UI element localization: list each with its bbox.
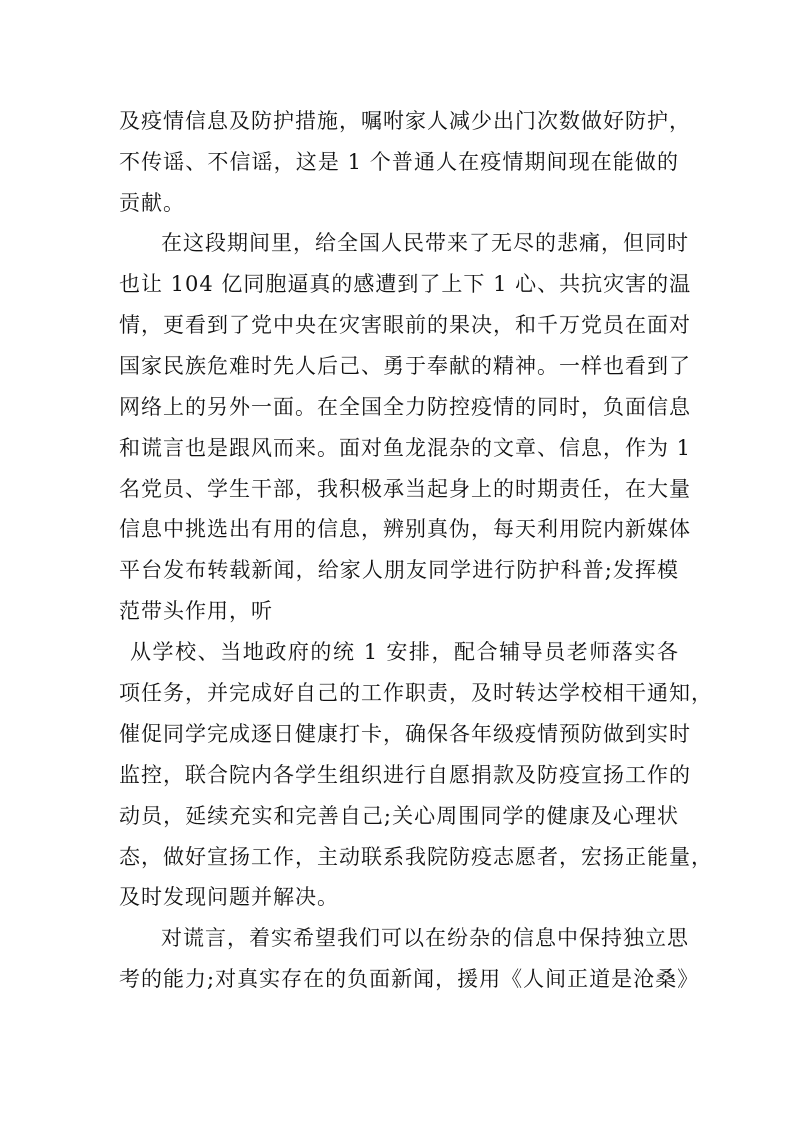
text-line: 和谎言也是跟风而来。面对鱼龙混杂的文章、信息，作为 1 [119,436,692,460]
text-line: 范带头作用，听 [119,599,273,623]
text-line: 动员，延续充实和完善自己;关心周围同学的健康及心理状 [119,804,679,828]
text-line: 及时发现问题并解决。 [119,885,339,909]
text-line: 国家民族危难时先人后己、勇于奉献的精神。一样也看到了 [119,354,691,378]
text-line: 名党员、学生干部，我积极承当起身上的时期责任，在大量 [119,477,691,501]
text-line: 考的能力;对真实存在的负面新闻，援用《人间正道是沧桑》 [119,967,700,991]
text-line: 情，更看到了党中央在灾害眼前的果决，和千万党员在面对 [119,313,691,337]
text-line: 也让 104 亿同胞逼真的感遭到了上下 1 心、共抗灾害的温 [119,272,692,296]
paragraph-start-line: 从学校、当地政府的统 1 安排，配合辅导员老师落实各 [130,640,679,664]
text-line: 贡献。 [119,191,185,215]
text-line: 催促同学完成逐日健康打卡，确保各年级疫情预防做到实时 [119,722,691,746]
text-line: 监控，联合院内各学生组织进行自愿捐款及防疫宣扬工作的 [119,763,691,787]
text-line: 网络上的另外一面。在全国全力防控疫情的同时，负面信息 [119,395,691,419]
paragraph-start-line: 对谎言，着实希望我们可以在纷杂的信息中保持独立思 [161,926,689,950]
text-line: 态，做好宣扬工作，主动联系我院防疫志愿者，宏扬正能量， [119,845,713,869]
text-line: 及疫情信息及防护措施，嘱咐家人减少出门次数做好防护， [119,109,691,133]
paragraph-start-line: 在这段期间里，给全国人民带来了无尽的悲痛，但同时 [161,231,689,255]
text-line: 信息中挑选出有用的信息，辨别真伪，每天利用院内新媒体 [119,517,691,541]
text-line: 不传谣、不信谣，这是 1 个普通人在疫情期间现在能做的 [119,150,679,174]
text-line: 项任务，并完成好自己的工作职责，及时转达学校相干通知， [119,681,713,705]
text-line: 平台发布转载新闻，给家人朋友同学进行防护科普;发挥模 [119,558,679,582]
